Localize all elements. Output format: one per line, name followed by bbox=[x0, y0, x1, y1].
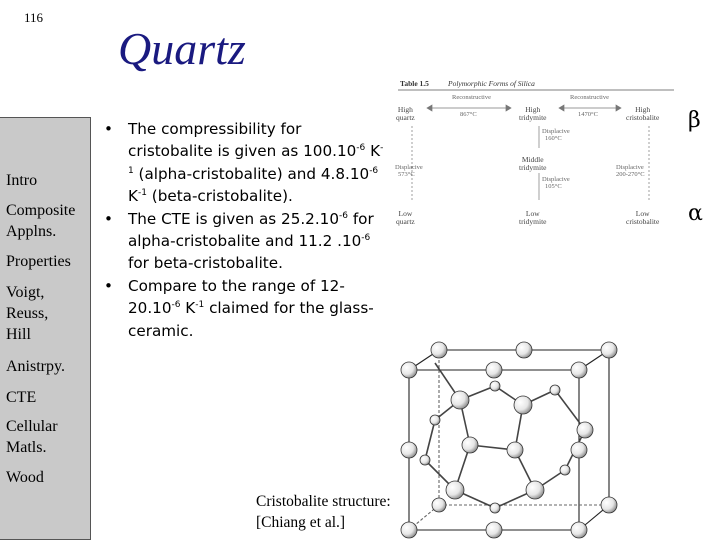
label-displacive-105: Displacive bbox=[542, 176, 570, 183]
node-high-tridymite: High tridymite bbox=[519, 105, 547, 122]
caption-line-2: [Chiang et al.] bbox=[256, 514, 346, 531]
label-reconstructive-2: Reconstructive bbox=[570, 94, 609, 101]
label-reconstructive-1: Reconstructive bbox=[452, 94, 491, 101]
page-title: Quartz bbox=[118, 23, 246, 74]
node-middle-tridymite: Middle tridymite bbox=[519, 155, 547, 172]
sidebar-item-composite-applns[interactable]: Composite Applns. bbox=[6, 202, 76, 240]
label-displacive-573: Displacive bbox=[395, 164, 423, 171]
sidebar-item-intro[interactable]: Intro bbox=[6, 172, 38, 189]
label-temp-105: 105°C bbox=[545, 183, 562, 190]
sidebar-nav bbox=[0, 117, 91, 540]
node-low-tridymite: Low tridymite bbox=[519, 209, 547, 226]
caption-line-1: Cristobalite structure: bbox=[256, 493, 391, 510]
label-temp-right: 200-270°C bbox=[616, 171, 645, 178]
silica-polymorphs-table-image bbox=[394, 78, 676, 234]
alpha-symbol: α bbox=[688, 201, 703, 226]
bullet-list bbox=[102, 118, 387, 342]
label-temp-573: 573°C bbox=[398, 171, 415, 178]
node-high-cristobalite: High cristobalite bbox=[626, 105, 660, 122]
sidebar-item-cellular-matls[interactable]: Cellular Matls. bbox=[6, 418, 58, 456]
label-temp-160: 160°C bbox=[545, 135, 562, 142]
label-temp-867: 867°C bbox=[460, 111, 477, 118]
figure-caption bbox=[256, 491, 391, 533]
sidebar-item-cte[interactable]: CTE bbox=[6, 389, 37, 406]
page-number: 116 bbox=[24, 10, 44, 25]
bullet-cte: • The CTE is given as $25.2.10^{-6}$ for alpha-cristobalite and 11.2 $.10^{-6}$ for beta-cristobalite. bbox=[102, 208, 387, 275]
node-low-quartz: Low quartz bbox=[396, 209, 415, 226]
table-caption: Polymorphic Forms of Silica bbox=[448, 79, 535, 88]
label-displacive-160: Displacive bbox=[542, 128, 570, 135]
table-number: Table 1.5 bbox=[400, 79, 429, 88]
sidebar-item-properties[interactable]: Properties bbox=[6, 253, 71, 270]
beta-symbol: β bbox=[688, 108, 701, 133]
bullet-compare: • Compare to the range of $12-20.10^{-6}$ $K^{-1}$ claimed for the glass-ceramic. bbox=[102, 275, 387, 342]
sidebar-item-voigt-reuss-hill[interactable]: Voigt, Reuss, Hill bbox=[6, 284, 49, 343]
node-high-quartz: High quartz bbox=[396, 105, 415, 122]
node-low-cristobalite: Low cristobalite bbox=[626, 209, 660, 226]
label-temp-1470: 1470°C bbox=[578, 111, 598, 118]
sidebar-item-wood[interactable]: Wood bbox=[6, 469, 44, 486]
bullet-compressibility: • The compressibility for cristobalite is given as $100.10^{-6}$ $K^{-1}$ (alpha-cristobalite) and $4.8.10^{-6}$ $K^{-1}$ (beta-cristobalite). bbox=[102, 118, 387, 208]
sidebar-item-anistrpy[interactable]: Anistrpy. bbox=[6, 358, 65, 375]
label-displacive-right: Displacive bbox=[616, 164, 644, 171]
cristobalite-structure-image bbox=[395, 290, 695, 540]
cristobalite-structure-drawing bbox=[395, 290, 695, 540]
